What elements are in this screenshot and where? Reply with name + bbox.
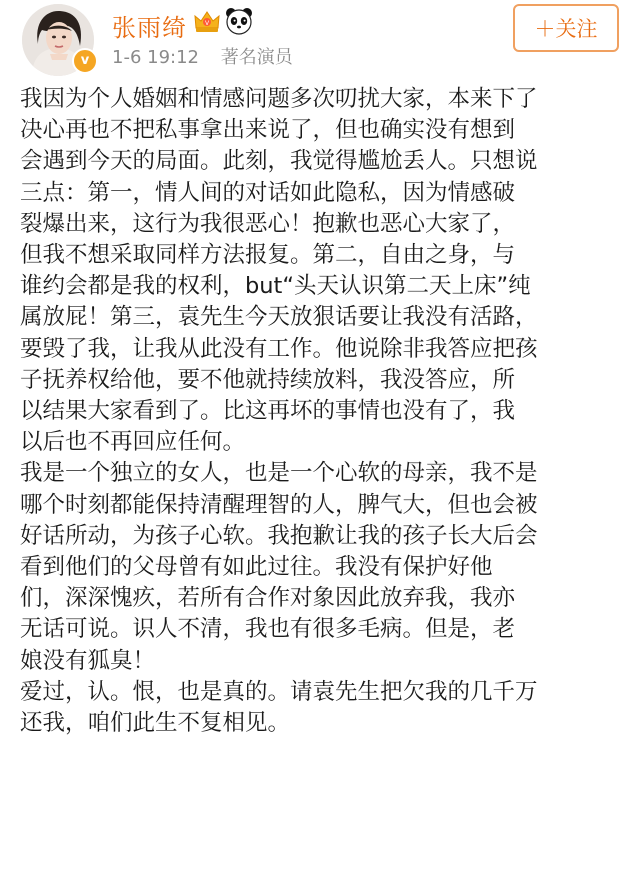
verified-v-icon: v bbox=[72, 48, 98, 74]
post-body bbox=[20, 84, 630, 739]
panda-icon[interactable] bbox=[224, 6, 254, 36]
post-header bbox=[0, 0, 640, 90]
post-timestamp: 1-6 19:12 bbox=[112, 47, 199, 68]
post-paragraph-3: 爱过，认。恨，也是真的。请袁先生把欠我的几千万 还我，咱们此生不复相见。 bbox=[20, 678, 538, 737]
follow-button[interactable]: ＋关注 bbox=[513, 4, 619, 52]
svg-text:V: V bbox=[204, 20, 210, 27]
post-meta bbox=[112, 43, 293, 69]
verified-title: 著名演员 bbox=[220, 47, 293, 68]
post-paragraph-1: 我因为个人婚姻和情感问题多次叨扰大家，本来下了 决心再也不把私事拿出来说了，但也确实没有想到 会遇到今天的局面。此刻，我觉得尴尬丢人。只想说 三点：第一，情人间的对话如此隐私，因为情感破 裂爆出来，这行为我很恶心！抱歉也恶心大家了， 但我不想采取同样方法报复。第二，自由之身，与 谁约会都是我的权利，but“头天认识第二天上床”纯 属放屁！第三，袁先生今天放狠话要让我没有活路， 要毁了我，让我从此没有工作。他说除非我答应把孩 子抚养权给他，要不他就持续放料，我没答应，所 以结果大家看到了。比这再坏的事情也没有了，我 以后也不再回应任何。 bbox=[20, 86, 538, 456]
crown-icon[interactable] bbox=[192, 6, 222, 36]
post-paragraph-2: 我是一个独立的女人，也是一个心软的母亲，我不是 哪个时刻都能保持清醒理智的人，脾气大，但也会被 好话所动，为孩子心软。我抱歉让我的孩子长大后会 看到他们的父母曾有如此过往。我没有保护好他 们，深深愧疚，若所有合作对象因此放弃我，我亦 无话可说。识人不清，我也有很多毛病。但是，老 娘没有狐臭！ bbox=[20, 460, 538, 674]
username[interactable]: 张雨绮 bbox=[112, 14, 187, 42]
